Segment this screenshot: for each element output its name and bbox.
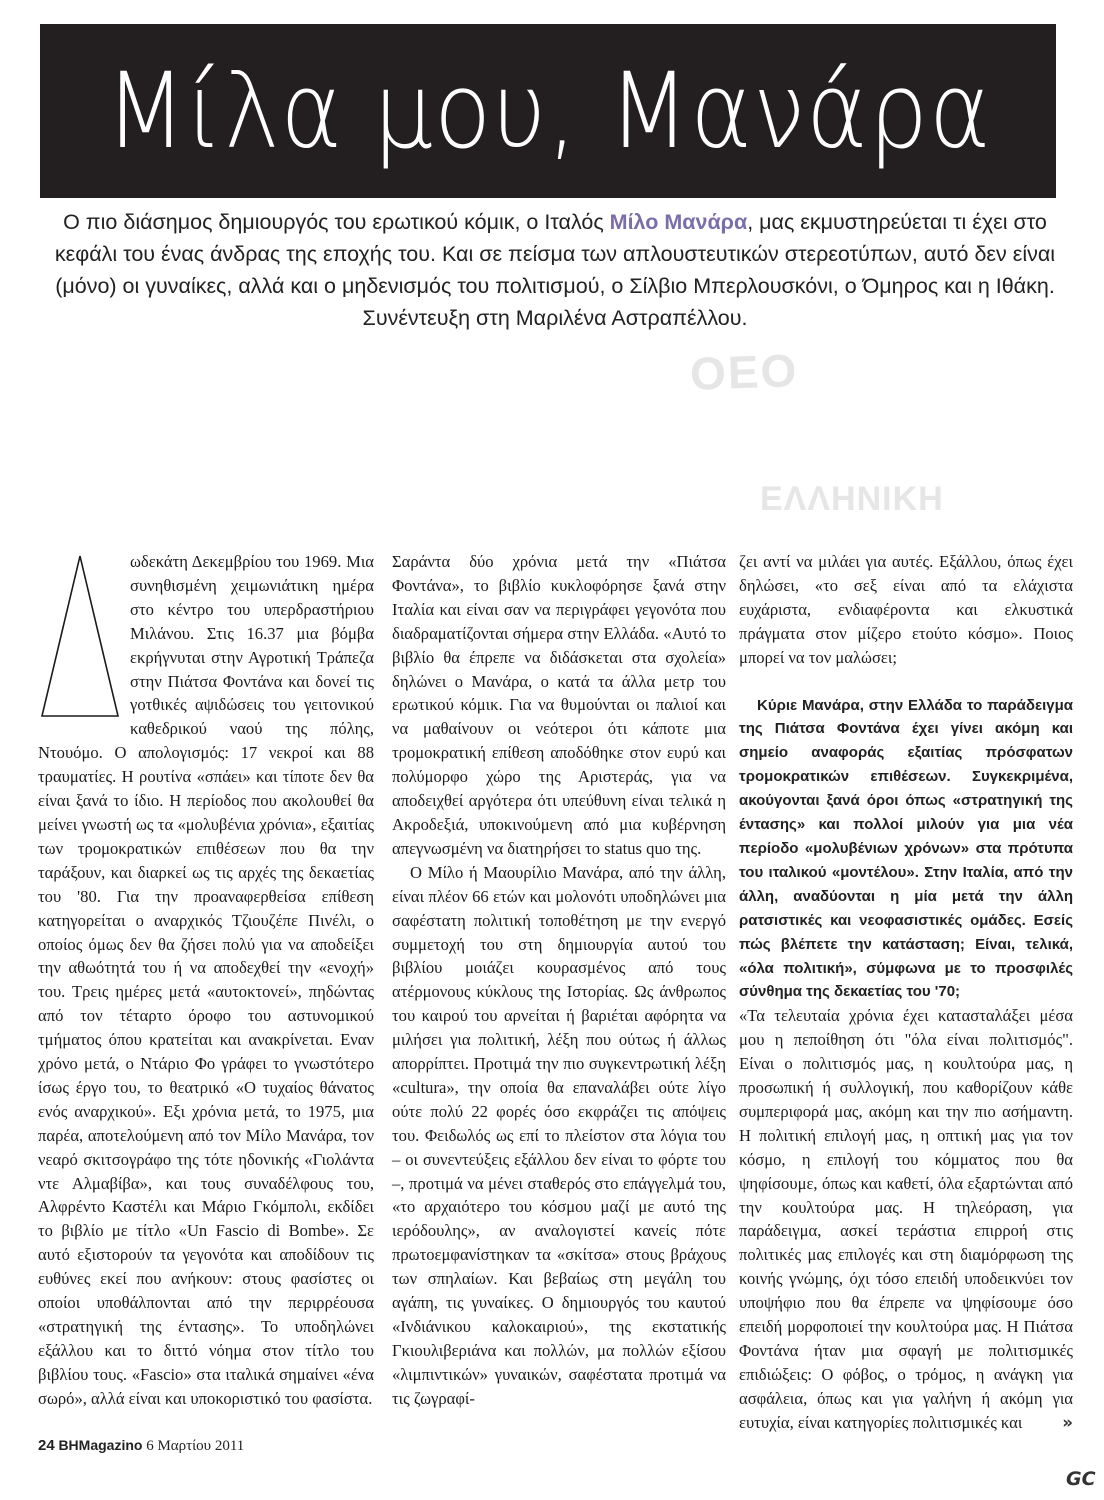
show-through-artifact: ΟΕΟ	[689, 344, 800, 400]
page-number: 24	[38, 1437, 55, 1454]
body-column-3	[739, 550, 1073, 1435]
answer-text: «Τα τελευταία χρόνια έχει κατασταλάξει μέσα μου η πεποίθηση ότι "όλα είναι πολιτισμός". Είναι ο πολιτισμός μας, η κουλτούρα μας, η προσωπική ή συλλογική, που καθορίζουν κάθε συμπεριφορά μας, ακόμη και την πιο ασήμαντη. Η πολιτική επιλογή μας, η οπτική μας για τον κόσμο, η επιλογή του κόμματος που θα ψηφίσουμε, όπως και καθετί, όλα εξαρτώνται από την κουλτούρα μας. Η τηλεόραση, για παράδειγμα, ασκεί τεράστια επιρροή στις πολιτικές μας επιλογές και στη διαμόρφωση της κοινής γνώμης, όχι τόσο επειδή υποδεικνύει τον υποψήφιο που θα έπρεπε να ψηφίσουμε όσο επειδή μορφοποιεί την κουλτούρα μας. Η Πιάτσα Φοντάνα ήταν μια σφαγή με πολιτισμικές επιδιώξεις: Ο φόβος, ο τρόμος, η ανάγκη για ασφάλεια, όπως και για γαλήνη ή ακόμη για ευτυχία, είναι κατηγορίες πολιτισμικές και	[739, 1006, 1073, 1432]
page-footer	[38, 1437, 244, 1455]
interview-answer	[739, 1004, 1073, 1434]
body-column-2	[392, 550, 726, 1411]
watermark-logo: GC	[1066, 1468, 1096, 1490]
article-title: Μίλα μου, Μανάρα	[104, 50, 992, 172]
body-paragraph: ζει αντί να μιλάει για αυτές. Εξάλλου, όπως έχει δηλώσει, «το σεξ είναι από τα ελάχιστα ευχάριστα, ενδιαφέροντα και ελκυστικά πράγματα στον μίζερο ετούτο κόσμο». Ποιος μπορεί να τον μαλώσει;	[739, 552, 1073, 667]
body-column-1	[38, 550, 374, 1411]
magazine-name: ΒΗMagazino	[58, 1437, 143, 1453]
drop-cap-delta-icon	[38, 552, 122, 720]
body-paragraph: ωδεκάτη Δεκεμβρίου του 1969. Μια συνηθισμένη χειμωνιάτικη ημέρα στο κέντρο του υπερδραστήριου Μιλάνου. Στις 16.37 μια βόμβα εκρήγνυται στην Αγροτική Τράπεζα στην Πιάτσα Φοντάνα και δονεί τις γοτθικές αψιδώσεις του γειτονικού καθεδρικού ναού της πόλης, Ντουόμο. Ο απολογισμός: 17 νεκροί και 88 τραυματίες. Η ρουτίνα «σπάει» και τίποτε δεν θα είναι ξανά το ίδιο. Η περίοδος που ακολουθεί θα μείνει γνωστή ως τα «μολυβένια χρόνια», εξαιτίας των τρομοκρατικών επιθέσεων που θα την ταράξουν, και διαρκεί ως τις αρχές της δεκαετίας του '80. Για την προαναφερθείσα επίθεση κατηγορείται ο αναρχικός Τζιουζέπε Πινέλι, ο οποίος όμως δεν θα ζήσει πολύ για να αποδείξει την αθωότητά του ή να αποδεχθεί την «ενοχή» του. Τρεις ημέρες μετά «αυτοκτονεί», πηδώντας από τον τέταρτο όροφο του αστυνομικού τμήματος όπου κρατείται και ανακρίνεται. Εναν χρόνο μετά, ο Ντάριο Φο γράφει το γνωστότερο ίσως έργο του, το θεατρικό «Ο τυχαίος θάνατος ενός αναρχικού». Εξι χρόνια μετά, το 1975, μια παρέα, αποτελούμενη από τον Μίλο Μανάρα, τον νεαρό σκιτσογράφο της τότε ηδονικής «Γιολάντα ντε Αλμαβίβα», και τους συναδέλφους του, Αλφρέντο Καστέλι και Μάριο Γκόμπολι, εκδίδει το βιβλίο με τίτλο «Un Fascio di Bombe». Σε αυτό εξιστορούν τα γεγονότα και αποδίδουν τις ευθύνες εκεί που ανήκουν: στους φασίστες οι οποίοι υποθάλπονται από την περιρρέουσα «στρατηγική της έντασης». Το υποδηλώνει εξάλλου και το διττό νόημα στον τίτλο του βιβλίου τους. «Fascio» στα ιταλικά σημαίνει «ένα σωρό», αλλά είναι και υποκοριστικό του φασίστα.	[38, 552, 374, 1408]
lead-text-after: , μας εκμυστηρεύεται τι έχει στο κεφάλι του ένας άνδρας της εποχής του. Και σε πείσμα των απλουστευτικών στερεοτύπων, αυτό δεν είναι (μόνο) οι γυναίκες, αλλά και ο μηδενισμός του πολιτισμού, ο Σίλβιο Μπερλουσκόνι, ο Όμηρος και η Ιθάκη.	[54, 210, 1056, 298]
byline: Συνέντευξη στη Μαριλένα Αστραπέλλου.	[362, 306, 748, 330]
show-through-artifact: ΕΛΛΗΝΙΚΗ	[760, 480, 944, 518]
issue-date: 6 Μαρτίου 2011	[146, 1438, 245, 1454]
continue-arrow-icon: »	[1062, 1412, 1073, 1432]
body-paragraph: Ο Μίλο ή Μαουρίλιο Μανάρα, από την άλλη, είναι πλέον 66 ετών και μολονότι υποδηλώνει μια σαφέστατη πολιτική τοποθέτηση με την ενεργό συμμετοχή του στη δημιουργία αυτού του βιβλίου μοιάζει κουρασμένος από τους ατέρμονους κύκλους της Ιστορίας. Ως άνθρωπος του καιρού του αρνείται ή βαριέται αφόρητα να μιλήσει για πολιτική, λέξη που ούτως ή άλλως απορρίπτει. Προτιμά την πιο συγκεντρωτική λέξη «cultura», την οποία θα επαναλάβει ούτε λίγο ούτε πολύ 22 φορές όσο εκφράζει τις απόψεις του. Φειδωλός ως επί το πλείστον στα λόγια του – οι συνεντεύξεις εξάλλου δεν είναι το φόρτε του –, προτιμά να μένει σταθερός στο επάγγελμά του, «το αρχαιότερο του κόσμου μαζί με αυτό της ιερόδουλης», αν αναλογιστεί κανείς πότε πρωτοεμφανίστηκαν τα «σκίτσα» στους βράχους των σπηλαίων. Και βεβαίως στη μεγάλη του αγάπη, τις γυναίκες. Ο δημιουργός του καυτού «Ινδιάνικου καλοκαιριού», της εκστατικής Γκιουλιβεριάνα και πολλών, μα πολλών εξίσου «λιμπιντικών» γυναικών, σαφέστατα προτιμά να τις ζωγραφί-	[392, 862, 726, 1408]
article-lead	[38, 206, 1072, 334]
body-paragraph: Σαράντα δύο χρόνια μετά την «Πιάτσα Φοντάνα», το βιβλίο κυκλοφόρησε ξανά στην Ιταλία και είναι σαν να περιγράφει γεγονότα που διαδραματίζονται σήμερα στην Ελλάδα. «Αυτό το βιβλίο θα έπρεπε να διδάσκεται στα σχολεία» δηλώνει ο Μανάρα, ο κατά τα άλλα μετρ του ερωτικού κόμικ. Για να θυμούνται οι παλιοί και να μαθαίνουν οι νεότεροι ότι κάποτε μια τρομοκρατική επίθεση αποδόθηκε στον ευρύ και πολύμορφο χώρο της Αριστεράς, για να αποδειχθεί αργότερα ότι υπεύθυνη είναι τελικά η Ακροδεξιά, υποκινούμενη από μια κυβέρνηση απεγνωσμένη να διατηρήσει το status quo της.	[392, 552, 726, 858]
lead-text-before: Ο πιο διάσημος δημιουργός του ερωτικού κόμικ, ο Ιταλός	[63, 210, 610, 234]
title-banner	[40, 24, 1056, 198]
interview-question: Κύριε Μανάρα, στην Ελλάδα το παράδειγμα της Πιάτσα Φοντάνα έχει γίνει ακόμη και σημείο αναφοράς εξαιτίας πρόσφατων τρομοκρατικών επιθέσεων. Συγκεκριμένα, ακούγονται ξανά όροι όπως «στρατηγική της έντασης» και πολλοί μιλούν για μια νέα περίοδο «μολυβένιων χρόνων» στα πρότυπα του ιταλικού «μοντέλου». Στην Ιταλία, από την άλλη, αναδύονται η μία μετά την άλλη ρατσιστικές και νεοφασιστικές ομάδες. Εσείς πώς βλέπετε την κατάσταση; Είναι, τελικά, «όλα πολιτική», σύμφωνα με το προσφιλές σύνθημα της δεκαετίας του '70;	[739, 696, 1073, 1001]
lead-name-highlight: Μίλο Μανάρα	[609, 210, 748, 234]
